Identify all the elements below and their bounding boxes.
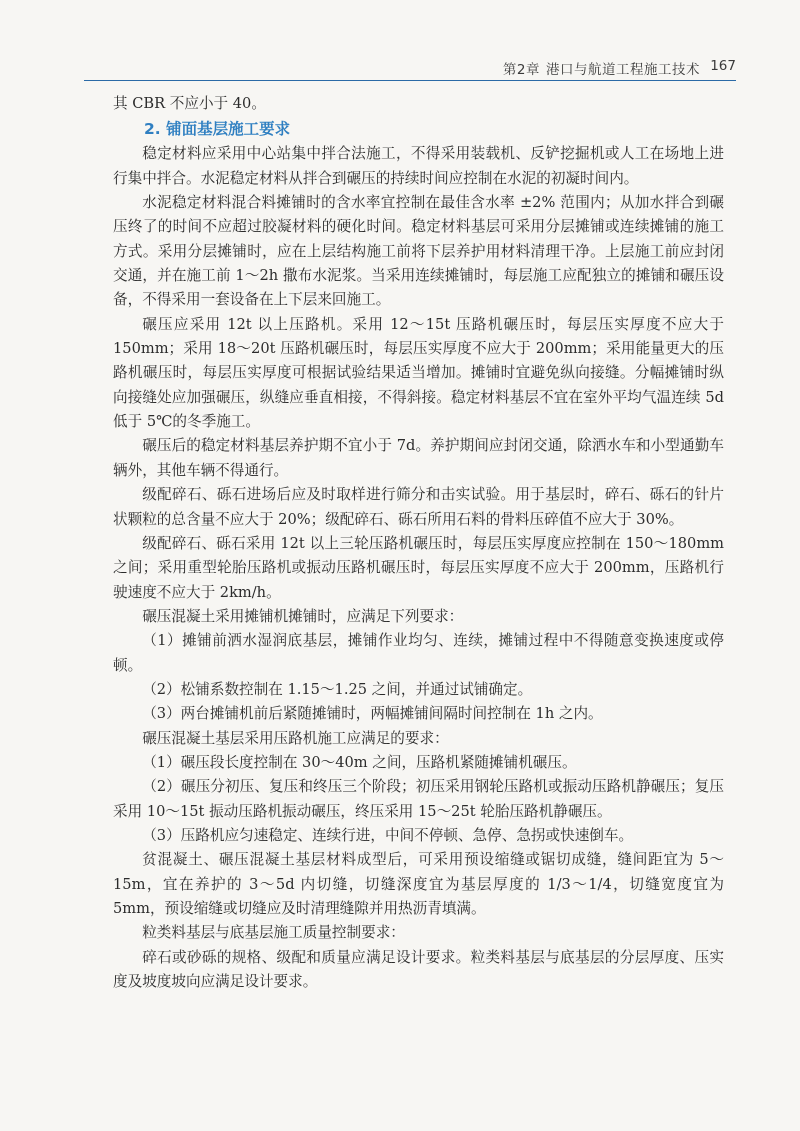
list-item: （3）两台摊铺机前后紧随摊铺时，两幅摊铺间隔时间控制在 1h 之内。 — [142, 705, 603, 723]
paragraph: 碾压混凝土采用摊铺机摊铺时，应满足下列要求： — [142, 607, 464, 625]
list-item: （1）摊铺前洒水湿润底基层，摊铺作业均匀、连续，摊铺过程中不得随意变换速度或停顿。 — [113, 632, 724, 674]
header-rule — [84, 80, 736, 81]
paragraph: 贫混凝土、碾压混凝土基层材料成型后，可采用预设缩缝或锯切成缝，缝间距宜为 5～15m，宜在养护的 3～5d 内切缝，切缝深度宜为基层厚度的 1/3～1/4，切缝宽度宜为 5mm，预设缩缝或切缝应及时清理缝隙并用热沥青填满。 — [113, 851, 724, 917]
header-chapter-title — [497, 58, 700, 78]
paragraph: 碾压应采用 12t 以上压路机。采用 12～15t 压路机碾压时，每层压实厚度不应大于 150mm；采用 18～20t 压路机碾压时，每层压实厚度不应大于 200mm；采用能量更大的压路机碾压时，每层压实厚度可根据试验结果适当增加。摊铺时宜避免纵向接缝。分幅摊铺时纵向接缝处应加强碾压，纵缝应垂直相接，不得斜接。稳定材料基层不宜在室外平均气温连续 5d 低于 5℃的冬季施工。 — [113, 315, 724, 431]
list-item: （2）碾压分初压、复压和终压三个阶段；初压采用钢轮压路机或振动压路机静碾压；复压采用 10～15t 振动压路机振动碾压，终压采用 15～25t 轮胎压路机静碾压。 — [113, 778, 724, 820]
paragraph: 稳定材料应采用中心站集中拌合法施工，不得采用装载机、反铲挖掘机或人工在场地上进行集中拌合。水泥稳定材料从拌合到碾压的持续时间应控制在水泥的初凝时间内。 — [113, 145, 724, 187]
paragraph: 水泥稳定材料混合料摊铺时的含水率宜控制在最佳含水率 ±2% 范围内；从加水拌合到碾压终了的时间不应超过胶凝材料的硬化时间。稳定材料基层可采用分层摊铺或连续摊铺的施工方式。采用分层摊铺时，应在上层结构施工前将下层养护用材料清理干净。上层施工前应封闭交通，并在施工前 1～2h 撒布水泥浆。当采用连续摊铺时，每层施工应配独立的摊铺和碾压设备，不得采用一套设备在上下层来回施工。 — [113, 194, 724, 309]
paragraph: 级配碎石、砾石采用 12t 以上三轮压路机碾压时，每层压实厚度应控制在 150～180mm 之间；采用重型轮胎压路机或振动压路机碾压时，每层压实厚度不应大于 200mm，压路机行驶速度不应大于 2km/h。 — [113, 534, 724, 601]
list-item: （2）松铺系数控制在 1.15～1.25 之间，并通过试铺确定。 — [142, 680, 533, 698]
chapter-label: 第2章 — [502, 62, 540, 78]
page-number: 167 — [710, 58, 736, 74]
section-title: 2. 铺面基层施工要求 — [144, 120, 291, 139]
page-body — [113, 92, 724, 994]
chapter-title: 港口与航道工程施工技术 — [546, 62, 700, 78]
list-item: （3）压路机应匀速稳定、连续行进，中间不停顿、急停、急拐或快速倒车。 — [142, 826, 634, 844]
list-item: （1）碾压段长度控制在 30～40m 之间，压路机紧随摊铺机碾压。 — [142, 753, 577, 771]
paragraph: 碾压混凝土基层采用压路机施工应满足的要求： — [142, 729, 449, 747]
paragraph: 级配碎石、砾石进场后应及时取样进行筛分和击实试验。用于基层时，碎石、砾石的针片状颗粒的总含量不应大于 20%；级配碎石、砾石所用石料的骨料压碎值不应大于 30%。 — [113, 486, 724, 528]
paragraph: 粒类料基层与底基层施工质量控制要求： — [142, 924, 405, 942]
running-header — [0, 58, 800, 82]
paragraph: 碾压后的稳定材料基层养护期不宜小于 7d。养护期间应封闭交通，除洒水车和小型通勤车辆外，其他车辆不得通行。 — [113, 437, 724, 479]
continuation-text: 其 CBR 不应小于 40。 — [113, 95, 266, 112]
paragraph: 碎石或砂砾的规格、级配和质量应满足设计要求。粒类料基层与底基层的分层厚度、压实度及坡度坡向应满足设计要求。 — [113, 948, 724, 991]
